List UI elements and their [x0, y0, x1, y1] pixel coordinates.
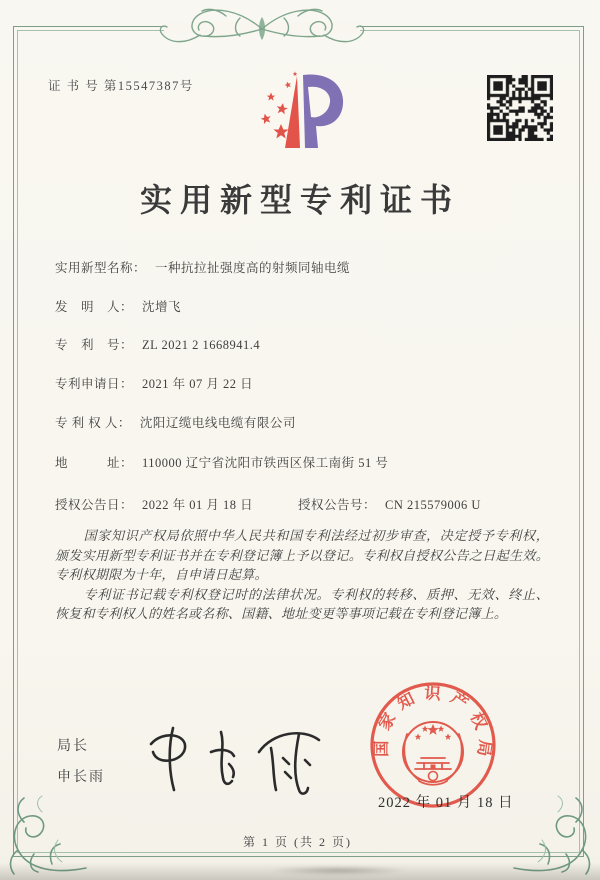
field-row-utility-model-name — [55, 258, 350, 276]
legal-paragraph-2: 专利证书记载专利权登记时的法律状况。专利权的转移、质押、无效、终止、恢复和专利权人的姓名或名称、国籍、地址变更等事项记载在专利登记簿上。 — [55, 586, 549, 621]
field-label: 专利申请日： — [55, 377, 134, 391]
field-row-grant-number — [298, 495, 481, 513]
field-row-address — [55, 453, 388, 471]
field-value: 沈增飞 — [142, 300, 182, 314]
legal-paragraph-1: 国家知识产权局依照中华人民共和国专利法经过初步审查，决定授予专利权，颁发实用新型专利证书并在专利登记簿上予以登记。专利权自授权公告之日起生效。专利权期限为十年，自申请日起算。 — [55, 528, 549, 582]
field-row-inventor — [55, 297, 181, 315]
national-emblem-icon — [403, 722, 463, 785]
field-value: 2021 年 07 月 22 日 — [142, 377, 254, 391]
field-label: 实用新型名称： — [55, 261, 147, 275]
field-label: 授权公告号： — [298, 498, 377, 512]
field-label: 发 明 人： — [55, 300, 134, 314]
top-ornament-flourish — [122, 4, 402, 54]
field-row-patent-number — [55, 335, 260, 353]
field-row-grant-date — [55, 495, 253, 513]
field-label: 授权公告日： — [55, 498, 134, 512]
field-value: ZL 2021 2 1668941.4 — [142, 338, 261, 352]
field-value: CN 215579006 U — [385, 498, 481, 512]
signatory-name: 申长雨 — [57, 770, 105, 785]
svg-text:国家知识产权局 — [372, 683, 495, 766]
field-value: 沈阳辽缆电线电缆有限公司 — [139, 416, 296, 430]
signatory-title: 局长 — [57, 739, 89, 754]
field-label: 专 利 权 人： — [55, 416, 131, 430]
scan-edge-shadow — [0, 862, 600, 880]
certificate-number: 证 书 号 第15547387号 — [48, 79, 194, 93]
seal-date: 2022 年 01 月 18 日 — [378, 795, 514, 811]
handwritten-signature-icon — [135, 720, 350, 805]
field-value: 一种抗拉扯强度高的射频同轴电缆 — [155, 261, 351, 275]
seal-ring-text: 国家知识产权局 — [371, 683, 496, 766]
cnipa-logo-icon — [245, 66, 357, 162]
legal-text-block — [55, 526, 549, 624]
qr-code — [487, 75, 553, 141]
field-value: 110000 辽宁省沈阳市铁西区保工南街 51 号 — [142, 456, 389, 470]
certificate-title: 实用新型专利证书 — [139, 182, 460, 218]
field-value: 2022 年 01 月 18 日 — [142, 498, 254, 512]
page-number: 第 1 页 (共 2 页) — [243, 835, 352, 849]
field-label: 专 利 号： — [55, 338, 134, 352]
field-row-filing-date — [55, 374, 253, 392]
field-row-patentee — [55, 413, 296, 431]
field-label: 地 址： — [55, 456, 134, 470]
